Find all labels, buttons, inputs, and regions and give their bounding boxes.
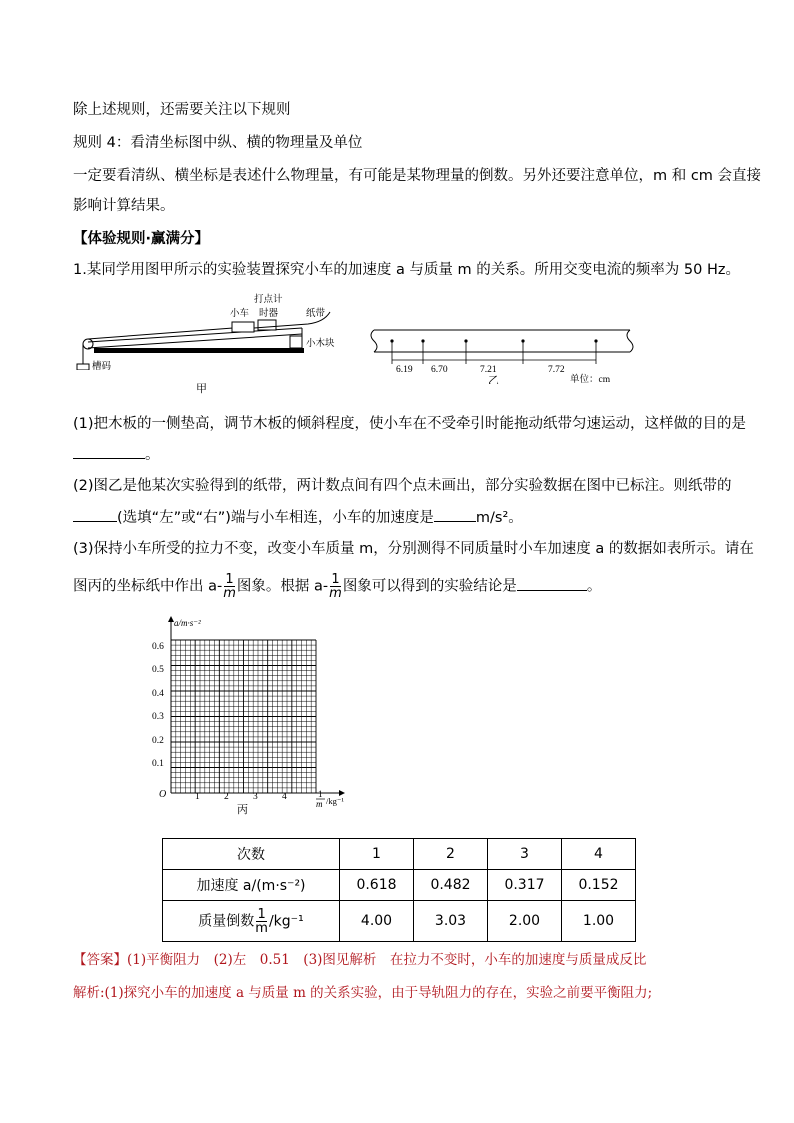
question-1-part-3-line-2: 图丙的坐标纸中作出 a- $\frac{1}{m}$ 图象。根据 a- $\frac{1}{m}$ 图象可以得到的实验结论是 。 [73,572,602,601]
tape-segment-2: 6.70 [431,365,448,375]
x-tick-4: 4 [282,792,287,802]
label-car: 小车 [230,309,250,319]
table-header-cell: 3 [488,839,562,870]
question-1-part-1-answer-line: 。 [73,444,160,465]
axis-label-y: a/m·s⁻² [174,618,201,628]
label-timer-1: 打点计 [254,295,283,305]
paragraph-line-1: 一定要看清纵、横坐标是表述什么物理量，有可能是某物理量的倒数。另外还要注意单位，m 和 cm 会直接 [73,168,762,184]
fraction-one-over-m: $\frac{1}{m}$ [329,572,342,601]
table-cell: 2.00 [488,901,562,942]
row-label-inverse-mass: 质量倒数 $\frac{1}{m}$ /kg⁻¹ [163,901,340,942]
table-cell: 4.00 [340,901,414,942]
fraction-one-over-m: $\frac{1}{m}$ [223,572,236,601]
answer-blank-4[interactable] [517,576,587,591]
tape-unit: 单位：cm [570,375,611,384]
y-tick-0.5: 0.5 [152,665,164,675]
table-cell: 0.618 [340,870,414,901]
label-block: 小木块 [306,339,335,349]
figure-bing-grid [148,615,368,823]
table-header-cell: 次数 [163,839,340,870]
axis-label-x-num: 1 [318,789,323,799]
x-tick-1: 1 [195,792,200,802]
table-cell: 0.152 [562,870,636,901]
table-row [163,839,636,870]
y-tick-0.3: 0.3 [152,712,164,722]
table-header-cell: 4 [562,839,636,870]
y-tick-0.2: 0.2 [152,736,164,746]
table-cell: 0.317 [488,870,562,901]
y-tick-0.1: 0.1 [152,759,164,769]
table-cell: 0.482 [414,870,488,901]
data-table [162,838,636,942]
question-1-part-1: (1)把木板的一侧垫高，调节木板的倾斜程度，使小车在不受牵引时能拖动纸带匀速运动，这样做的目的是 [73,416,747,432]
y-tick-0.6: 0.6 [152,642,164,652]
y-tick-0.4: 0.4 [152,689,164,699]
tape-segment-1: 6.19 [396,365,413,375]
tape-segment-4: 7.72 [548,365,565,375]
grid-lines [171,640,316,793]
label-timer-2: 时器 [259,309,279,319]
table-row [163,870,636,901]
x-tick-3: 3 [253,792,258,802]
label-tape: 纸带 [306,309,326,319]
axis-label-x-den: m [316,799,323,809]
section-heading: 【体验规则·赢满分】 [73,231,210,247]
question-1: 1.某同学用图甲所示的实验装置探究小车的加速度 a 与质量 m 的关系。所用交变电流的频率为 50 Hz。 [73,262,740,278]
answer-blank-2[interactable] [73,507,117,522]
table-header-cell: 1 [340,839,414,870]
table-cell: 3.03 [414,901,488,942]
question-1-part-2-line-2: (选填“左”或“右”)端与小车相连，小车的加速度是 m/s²。 [73,507,523,528]
intro-text: 除上述规则，还需要关注以下规则 [73,102,291,118]
answer-blank-3[interactable] [434,507,476,522]
caption-jia: 甲 [196,382,207,395]
axis-label-x-unit: /kg⁻¹ [326,796,344,806]
table-header-cell: 2 [414,839,488,870]
answer-line: 【答案】(1)平衡阻力 (2)左 0.51 (3)图见解析 在拉力不变时，小车的加速度与质量成反比 [73,952,647,968]
tape-dots [390,339,597,342]
label-weight: 槽码 [92,362,112,370]
fraction-one-over-m: $\frac{1}{m}$ [255,906,268,936]
caption-yi: 乙 [488,375,499,384]
answer-blank-1[interactable] [73,444,145,459]
table-cell: 1.00 [562,901,636,942]
figure-yi-tape [368,320,636,384]
table-row [163,901,636,942]
analysis-line: 解析:(1)探究小车的加速度 a 与质量 m 的关系实验，由于导轨阻力的存在，实验之前要平衡阻力; [73,985,653,1001]
paragraph-line-2: 影响计算结果。 [73,198,175,214]
question-1-part-3: (3)保持小车所受的拉力不变，改变小车质量 m，分别测得不同质量时小车加速度 a 的数据如表所示。请在 [73,541,754,557]
caption-bing: 丙 [237,804,248,816]
tape-segment-3: 7.21 [480,365,497,375]
rule4-heading: 规则 4：看清坐标图中纵、横的物理量及单位 [73,135,363,151]
origin-label: O [159,789,167,800]
row-label-acceleration: 加速度 a/(m·s⁻²) [163,870,340,901]
figure-jia-apparatus [68,292,340,370]
x-tick-2: 2 [224,792,229,802]
question-1-part-2: (2)图乙是他某次实验得到的纸带，两计数点间有四个点未画出，部分实验数据在图中已标注。则纸带的 [73,478,732,494]
